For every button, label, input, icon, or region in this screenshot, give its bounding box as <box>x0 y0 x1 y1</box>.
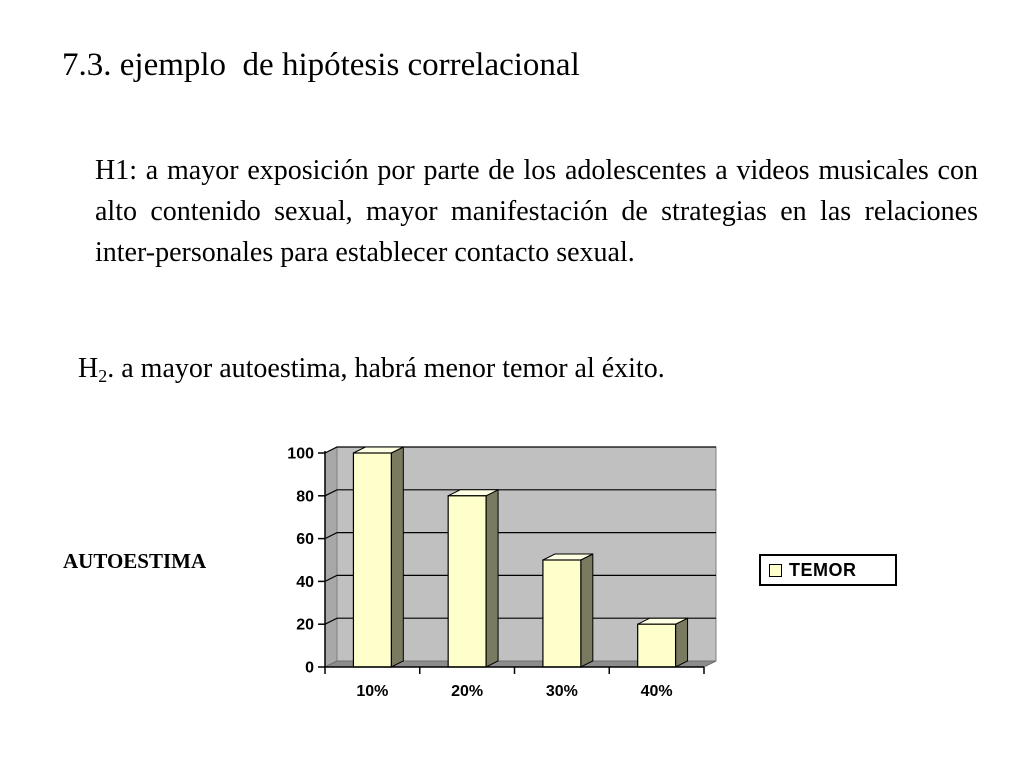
legend <box>759 554 897 586</box>
slide-title: 7.3. ejemplo de hipótesis correlacional <box>62 47 580 83</box>
y-tick-label: 80 <box>296 488 314 506</box>
y-axis-label: AUTOESTIMA <box>63 549 207 573</box>
bar <box>353 447 403 667</box>
h2-subscript: 2 <box>98 366 108 386</box>
bar <box>638 618 688 667</box>
x-tick-label: 10% <box>356 683 389 700</box>
legend-label: TEMOR <box>789 559 857 580</box>
bar-side <box>486 490 498 667</box>
x-tick-label: 40% <box>640 683 673 700</box>
h2-text: . a mayor autoestima, habrá menor temor al éxito. <box>107 353 665 384</box>
x-tick-label: 20% <box>451 683 484 700</box>
hypothesis-h1: H1: a mayor exposición por parte de los adolescentes a videos musicales con alto contenido sexual, mayor manifestación de strategias en las relaciones inter-personales para establecer contacto sexual. <box>95 155 978 268</box>
bar <box>543 554 593 667</box>
bar-front <box>543 560 581 667</box>
bar-side <box>676 618 688 667</box>
bar <box>448 490 498 667</box>
x-tick-label: 30% <box>545 683 578 700</box>
y-tick-label: 0 <box>305 659 314 677</box>
y-tick-label: 100 <box>287 445 314 463</box>
bar-side <box>581 554 593 667</box>
bar-front <box>353 453 391 667</box>
h2-prefix: H <box>78 353 99 384</box>
bar-side <box>391 447 403 667</box>
plot-side-wall <box>325 447 337 667</box>
legend-swatch <box>769 564 782 577</box>
y-tick-label: 60 <box>296 531 314 549</box>
y-tick-label: 20 <box>296 616 314 634</box>
y-tick-label: 40 <box>296 573 314 591</box>
bar-front <box>448 496 486 667</box>
bar-front <box>638 624 676 667</box>
